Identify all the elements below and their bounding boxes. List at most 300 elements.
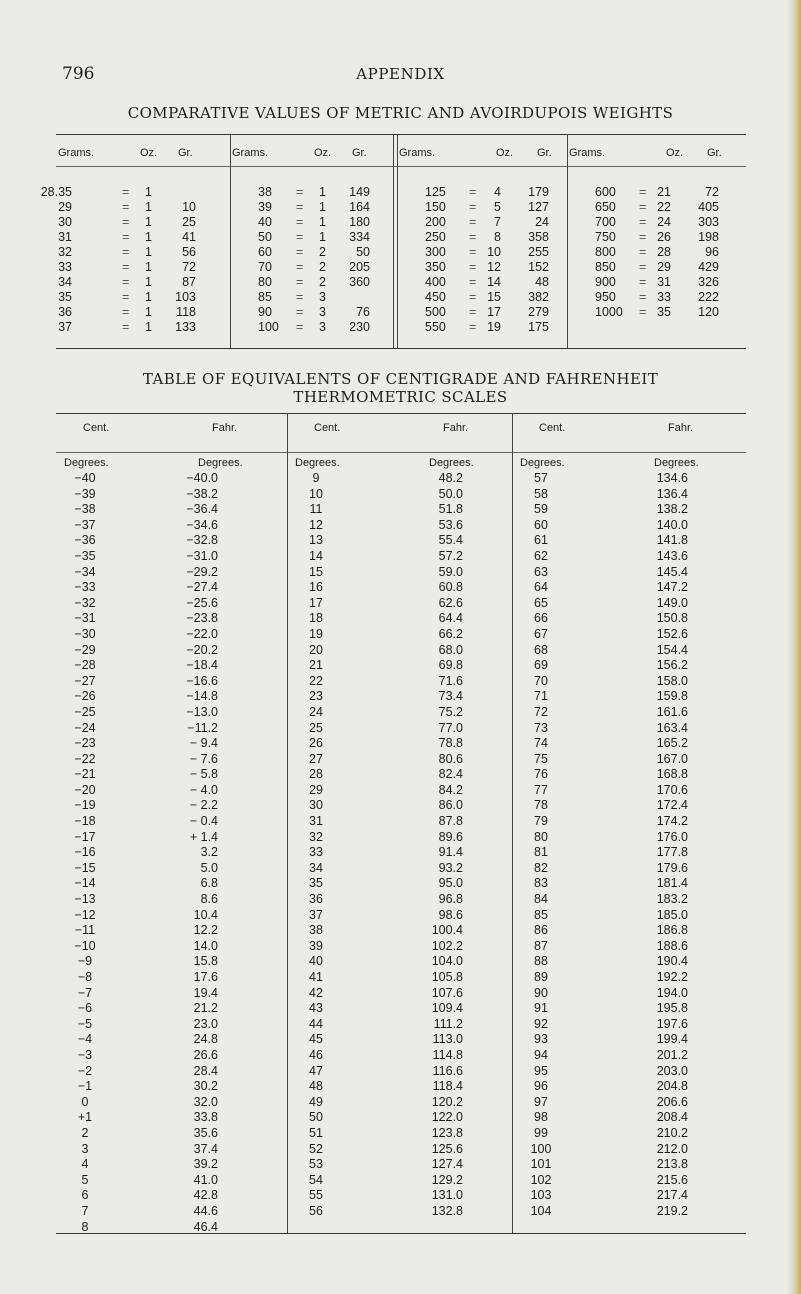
cent-value: 99 (534, 1125, 548, 1140)
cent-value: 63 (534, 564, 548, 579)
cent-value: 102 (530, 1172, 552, 1187)
cent-value: 104 (530, 1203, 552, 1218)
fahr-value: 75.2 (438, 704, 463, 719)
cent-value: −29 (74, 642, 96, 657)
cent-value: 36 (309, 892, 323, 907)
cent-value: 39 (309, 938, 323, 953)
equals-sign: = (469, 215, 477, 229)
gr-value: 230 (349, 320, 370, 334)
gr-value: 429 (698, 260, 719, 274)
cent-value: −10 (74, 938, 96, 953)
table-row (56, 533, 746, 549)
fahr-value: 192.2 (656, 970, 688, 984)
equals-sign: = (639, 290, 647, 304)
cent-value: 100 (530, 1141, 552, 1156)
equals-sign: = (469, 275, 477, 289)
cent-value: 33 (309, 845, 323, 860)
cent-value: 52 (309, 1141, 323, 1156)
gr-header: Gr. (178, 147, 193, 159)
oz-value: 1 (145, 245, 152, 259)
page-edge-shadow (787, 0, 801, 1294)
gr-value: 334 (349, 230, 370, 244)
fahr-value: 150.8 (656, 611, 688, 626)
equals-sign: = (296, 305, 304, 319)
cent-value: 53 (309, 1157, 323, 1172)
oz-value: 2 (319, 260, 326, 274)
cent-value: 5 (81, 1172, 89, 1187)
cent-value: 0 (81, 1094, 89, 1109)
table-row (56, 565, 746, 581)
weights-table-body (40, 185, 746, 335)
table-row (56, 275, 746, 290)
grams-value: 70 (258, 260, 272, 274)
table-row (56, 767, 746, 783)
cent-value: −2 (77, 1063, 93, 1078)
cent-value: −7 (77, 985, 93, 1000)
equals-sign: = (122, 275, 130, 289)
fahr-value: 163.4 (656, 720, 688, 735)
fahr-value: − 5.8 (189, 767, 218, 782)
fahr-value: 145.4 (656, 564, 688, 579)
table-row (56, 1110, 746, 1126)
grams-value: 300 (425, 245, 446, 259)
fahr-value: 66.2 (438, 626, 463, 641)
gr-header: Gr. (352, 147, 367, 159)
cent-value: 11 (309, 502, 323, 517)
fahr-value: 120.2 (431, 1094, 463, 1109)
cent-value: 78 (534, 798, 548, 813)
equals-sign: = (469, 185, 477, 199)
cent-value: 75 (534, 751, 548, 766)
cent-value: 69 (534, 658, 548, 673)
cent-value: 6 (81, 1188, 89, 1203)
equals-sign: = (122, 230, 130, 244)
cent-value: −38 (74, 502, 96, 517)
gr-value: 50 (356, 245, 370, 259)
gr-value: 382 (528, 290, 549, 304)
gr-value: 87 (182, 275, 196, 289)
cent-value: −37 (74, 517, 96, 532)
table-row (56, 215, 746, 230)
oz-value: 1 (145, 260, 152, 274)
cent-value: −25 (74, 704, 96, 719)
grams-value: 37 (58, 320, 72, 334)
oz-value: 1 (145, 185, 152, 199)
oz-value: 26 (657, 230, 671, 244)
fahr-value: 87.8 (438, 814, 463, 829)
fahr-header: Fahr. (212, 422, 238, 434)
table-row (56, 1204, 746, 1220)
weights-bottom-rule (56, 348, 746, 349)
cent-value: 73 (534, 720, 548, 735)
fahr-value: 219.2 (656, 1203, 688, 1218)
table-row (56, 892, 746, 908)
fahr-value: −13.0 (186, 704, 218, 719)
fahr-value: − 0.4 (189, 814, 218, 829)
cent-value: 17 (309, 595, 323, 610)
oz-value: 12 (487, 260, 501, 274)
fahr-value: 78.8 (438, 736, 463, 751)
fahr-value: 96.8 (438, 892, 463, 907)
table-row (56, 200, 746, 215)
table-row (56, 876, 746, 892)
oz-value: 1 (145, 290, 152, 304)
equals-sign: = (296, 260, 304, 274)
grams-value: 30 (58, 215, 72, 229)
weights-header-rule (56, 166, 746, 167)
grams-value: 80 (258, 275, 272, 289)
grams-value: 900 (595, 275, 616, 289)
equals-sign: = (639, 185, 647, 199)
cent-value: 96 (534, 1079, 548, 1094)
grams-value: 1000 (595, 305, 623, 319)
table-row (56, 970, 746, 986)
cent-value: 48 (309, 1079, 323, 1094)
cent-value: 85 (534, 907, 548, 922)
cent-value: −30 (74, 626, 96, 641)
cent-value: −9 (77, 954, 93, 969)
fahr-header: Fahr. (443, 422, 469, 434)
grams-value: 450 (425, 290, 446, 304)
table-row (56, 861, 746, 877)
fahr-value: 59.0 (438, 564, 463, 579)
gr-value: 120 (698, 305, 719, 319)
cent-value: −31 (74, 611, 96, 626)
fahr-value: −36.4 (186, 502, 218, 517)
fahr-value: 122.0 (431, 1110, 463, 1125)
cent-header: Cent. (539, 422, 566, 434)
gr-value: 103 (175, 290, 196, 304)
oz-value: 28 (657, 245, 671, 259)
table-row (56, 798, 746, 814)
table-row (56, 1142, 746, 1158)
fahr-value: 134.6 (656, 471, 688, 485)
fahr-value: 114.8 (432, 1047, 463, 1062)
equals-sign: = (122, 260, 130, 274)
fahr-value: 50.0 (438, 486, 463, 501)
cent-value: 9 (312, 471, 320, 485)
oz-value: 1 (145, 305, 152, 319)
cent-value: 50 (309, 1110, 323, 1125)
gr-header: Gr. (707, 147, 722, 159)
cent-value: 59 (534, 502, 548, 517)
table-row (56, 814, 746, 830)
gr-value: 133 (175, 320, 196, 334)
table-row (56, 611, 746, 627)
cent-value: 31 (309, 814, 323, 829)
oz-header: Oz. (666, 147, 684, 159)
cent-value: 91 (534, 1001, 548, 1016)
fahr-value: 159.8 (656, 689, 688, 704)
cent-value: 26 (309, 736, 323, 751)
grams-value: 400 (425, 275, 446, 289)
fahr-value: 170.6 (656, 782, 688, 797)
grams-value: 36 (58, 305, 72, 319)
cent-value: 15 (309, 564, 323, 579)
cent-value: 40 (309, 954, 323, 969)
equals-sign: = (296, 275, 304, 289)
cent-value: 79 (534, 814, 548, 829)
cent-value: −1 (77, 1079, 93, 1094)
fahr-value: 100.4 (431, 923, 463, 938)
table-row (56, 658, 746, 674)
table-row (56, 1079, 746, 1095)
cent-value: −26 (74, 689, 96, 704)
oz-value: 5 (494, 200, 501, 214)
cent-value: 38 (309, 923, 323, 938)
grams-value: 950 (595, 290, 616, 304)
oz-value: 2 (319, 245, 326, 259)
temperature-table-title (0, 370, 801, 406)
fahr-value: 104.0 (431, 954, 463, 969)
fahr-value: 183.2 (656, 892, 688, 907)
fahr-value: 62.6 (438, 595, 463, 610)
fahr-value: 177.8 (656, 845, 688, 860)
oz-value: 33 (657, 290, 671, 304)
fahr-value: 41.0 (193, 1172, 218, 1187)
fahr-value: −25.6 (186, 595, 218, 610)
fahr-value: 24.8 (193, 1032, 218, 1047)
table-row (56, 580, 746, 596)
table-row (56, 290, 746, 305)
equals-sign: = (296, 230, 304, 244)
fahr-value: 73.4 (438, 689, 463, 704)
cent-value: 77 (534, 782, 548, 797)
oz-value: 3 (319, 320, 326, 334)
fahr-value: 60.8 (438, 580, 463, 595)
fahr-value: 71.6 (438, 673, 463, 688)
gr-value: 222 (698, 290, 719, 304)
fahr-value: 19.4 (193, 985, 218, 1000)
cent-value: 25 (309, 720, 323, 735)
cent-value: 93 (534, 1032, 548, 1047)
oz-value: 1 (145, 215, 152, 229)
table-row (56, 1188, 746, 1204)
fahr-degrees-label: Degrees. (429, 457, 474, 469)
fahr-value: 93.2 (438, 860, 463, 875)
table-row (40, 185, 746, 200)
gr-value: 175 (528, 320, 549, 334)
cent-value: −3 (77, 1047, 93, 1062)
fahr-value: 69.8 (438, 658, 463, 673)
fahr-value: 46.4 (193, 1219, 218, 1234)
fahr-value: 44.6 (193, 1203, 218, 1218)
cent-value: −36 (74, 533, 96, 548)
cent-value: 44 (309, 1016, 323, 1031)
fahr-degrees-label: Degrees. (654, 457, 699, 469)
fahr-value: 82.4 (438, 767, 463, 782)
fahr-value: −34.6 (186, 517, 218, 532)
equals-sign: = (469, 200, 477, 214)
equals-sign: = (122, 320, 130, 334)
gr-value: 72 (705, 185, 719, 199)
cent-value: 16 (309, 580, 323, 595)
fahr-value: 158.0 (656, 673, 688, 688)
oz-value: 14 (487, 275, 501, 289)
table-row (56, 939, 746, 955)
grams-value: 35 (58, 290, 72, 304)
gr-value: 149 (349, 185, 370, 199)
table-row (56, 502, 746, 518)
page-header (0, 64, 801, 88)
cent-value: −33 (74, 580, 96, 595)
fahr-value: 89.6 (438, 829, 463, 844)
cent-value: 34 (309, 860, 323, 875)
fahr-value: 23.0 (193, 1016, 218, 1031)
cent-header: Cent. (314, 422, 341, 434)
table-row (56, 674, 746, 690)
fahr-value: −18.4 (186, 658, 218, 673)
oz-value: 2 (319, 275, 326, 289)
fahr-value: 32.0 (193, 1094, 218, 1109)
cent-value: 62 (534, 548, 548, 563)
grams-value: 40 (258, 215, 272, 229)
cent-value: −34 (74, 564, 96, 579)
cent-value: −35 (74, 548, 96, 563)
table-row (56, 705, 746, 721)
cent-value: −17 (74, 829, 96, 844)
fahr-value: 176.0 (656, 829, 688, 844)
gr-value: 180 (349, 215, 370, 229)
cent-value: +1 (77, 1110, 93, 1125)
fahr-value: 5.0 (200, 860, 218, 875)
cent-value: −13 (74, 892, 96, 907)
equals-sign: = (469, 290, 477, 304)
gr-value: 25 (182, 215, 196, 229)
cent-value: 51 (309, 1125, 323, 1140)
cent-value: 89 (534, 970, 548, 984)
fahr-value: 118.4 (432, 1079, 463, 1094)
page-number: 796 (62, 64, 95, 84)
cent-value: 55 (309, 1188, 323, 1203)
cent-value: 29 (309, 782, 323, 797)
cent-value: 37 (309, 907, 323, 922)
fahr-value: 199.4 (656, 1032, 688, 1047)
table-row (56, 471, 746, 487)
fahr-value: 188.6 (656, 938, 688, 953)
grams-value: 33 (58, 260, 72, 274)
cent-value: 22 (309, 673, 323, 688)
cent-degrees-label: Degrees. (295, 457, 340, 469)
grams-header: Grams. (569, 147, 606, 159)
equals-sign: = (122, 245, 130, 259)
fahr-value: 138.2 (656, 502, 688, 517)
cent-value: 21 (309, 658, 323, 673)
fahr-value: 57.2 (438, 548, 463, 563)
grams-header: Grams. (232, 147, 269, 159)
cent-value: 12 (309, 517, 323, 532)
equals-sign: = (639, 260, 647, 274)
cent-value: 42 (309, 985, 323, 1000)
cent-value: 103 (530, 1188, 552, 1203)
fahr-value: 17.6 (193, 970, 218, 984)
fahr-value: 102.2 (431, 938, 463, 953)
table-row (56, 1064, 746, 1080)
fahr-value: 8.6 (200, 892, 218, 907)
gr-value: 118 (176, 305, 196, 319)
fahr-value: 161.6 (656, 704, 688, 719)
table-row (56, 923, 746, 939)
table-row (56, 230, 746, 245)
cent-value: 2 (81, 1125, 89, 1140)
table-row (56, 627, 746, 643)
fahr-value: 206.6 (656, 1094, 688, 1109)
fahr-value: 172.4 (656, 798, 688, 813)
fahr-value: 39.2 (193, 1157, 218, 1172)
cent-value: −40 (74, 471, 96, 485)
cent-value: 20 (309, 642, 323, 657)
fahr-value: 186.8 (656, 923, 688, 938)
cent-value: 46 (309, 1047, 323, 1062)
oz-value: 35 (657, 305, 671, 319)
cent-value: 18 (309, 611, 323, 626)
fahr-value: 107.6 (431, 985, 463, 1000)
fahr-value: 84.2 (438, 782, 463, 797)
equals-sign: = (639, 215, 647, 229)
fahr-value: 64.4 (438, 611, 463, 626)
gr-value: 164 (349, 200, 370, 214)
table-row (56, 689, 746, 705)
cent-degrees-label: Degrees. (64, 457, 109, 469)
cent-value: 101 (530, 1157, 552, 1172)
gr-value: 56 (182, 245, 196, 259)
gr-value: 255 (528, 245, 549, 259)
cent-value: −15 (74, 860, 96, 875)
table-row (56, 954, 746, 970)
fahr-value: −38.2 (186, 486, 218, 501)
cent-value: 61 (534, 533, 548, 548)
cent-value: 84 (534, 892, 548, 907)
table-row (56, 518, 746, 534)
fahr-value: 190.4 (656, 954, 688, 969)
fahr-value: 30.2 (193, 1079, 218, 1094)
fahr-value: 95.0 (438, 876, 463, 891)
table-row (56, 487, 746, 503)
fahr-value: 215.6 (656, 1172, 688, 1187)
grams-value: 38 (258, 185, 272, 199)
table-row (56, 1157, 746, 1173)
fahr-value: 42.8 (193, 1188, 218, 1203)
cent-value: 87 (534, 938, 548, 953)
fahr-value: 86.0 (438, 798, 463, 813)
fahr-value: 140.0 (656, 517, 688, 532)
table-row (56, 320, 746, 335)
weights-table-title: COMPARATIVE VALUES OF METRIC AND AVOIRDUPOIS WEIGHTS (127, 104, 674, 122)
gr-value: 96 (705, 245, 719, 259)
temperature-title-line2: THERMOMETRIC SCALES (293, 388, 508, 406)
table-row (56, 245, 746, 260)
cent-value: 67 (534, 626, 548, 641)
oz-value: 29 (657, 260, 671, 274)
cent-value: 66 (534, 611, 548, 626)
fahr-value: 217.4 (656, 1188, 688, 1203)
table-row (56, 549, 746, 565)
cent-value: −32 (74, 595, 96, 610)
cent-value: −22 (74, 751, 96, 766)
fahr-value: 26.6 (193, 1047, 218, 1062)
grams-value: 39 (258, 200, 272, 214)
fahr-header: Fahr. (668, 422, 694, 434)
fahr-value: + 1.4 (189, 829, 218, 844)
gr-value: 279 (528, 305, 549, 319)
fahr-value: 51.8 (438, 502, 463, 517)
fahr-value: 98.6 (438, 907, 463, 922)
fahr-value: 21.2 (193, 1001, 218, 1016)
table-row (56, 1001, 746, 1017)
oz-value: 3 (319, 305, 326, 319)
grams-value: 200 (425, 215, 446, 229)
grams-value: 100 (258, 320, 279, 334)
